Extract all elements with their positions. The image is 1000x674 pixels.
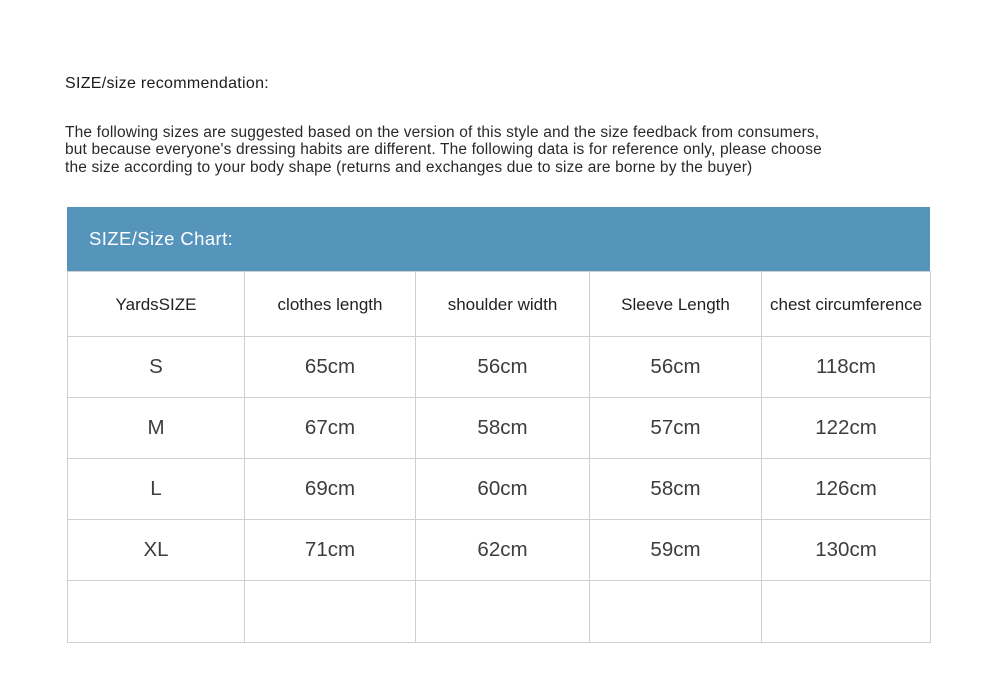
cell-sleeve-length: 56cm [590, 337, 762, 398]
cell-clothes-length: 71cm [245, 520, 416, 581]
cell-clothes-length: 65cm [245, 337, 416, 398]
cell-size: XL [68, 520, 245, 581]
cell-chest-circumference: 130cm [762, 520, 931, 581]
empty-cell [68, 581, 245, 643]
table-row-l [68, 459, 931, 520]
cell-sleeve-length: 57cm [590, 398, 762, 459]
column-header-sleeve-length: Sleeve Length [590, 272, 762, 337]
empty-cell [416, 581, 590, 643]
table-row-m [68, 398, 931, 459]
cell-sleeve-length: 58cm [590, 459, 762, 520]
empty-cell [590, 581, 762, 643]
recommendation-line-1: The following sizes are suggested based on the version of this style and the size feedback from consumers, [65, 124, 820, 141]
cell-shoulder-width: 58cm [416, 398, 590, 459]
cell-chest-circumference: 118cm [762, 337, 931, 398]
cell-clothes-length: 67cm [245, 398, 416, 459]
size-recommendation-heading: SIZE/size recommendation: [65, 75, 270, 92]
cell-shoulder-width: 56cm [416, 337, 590, 398]
table-row-xl [68, 520, 931, 581]
column-header-clothes-length: clothes length [245, 272, 416, 337]
cell-sleeve-length: 59cm [590, 520, 762, 581]
size-chart-table [67, 271, 931, 643]
table-row-s [68, 337, 931, 398]
recommendation-line-3: the size according to your body shape (returns and exchanges due to size are borne by the buyer) [65, 158, 753, 176]
empty-cell [762, 581, 931, 643]
cell-size: S [68, 337, 245, 398]
recommendation-line-2: but because everyone's dressing habits are different. The following data is for reference only, please choose [65, 141, 822, 159]
table-header-row [68, 272, 931, 337]
cell-clothes-length: 69cm [245, 459, 416, 520]
size-chart-title: SIZE/Size Chart: [89, 228, 234, 249]
column-header-chest-circumference: chest circumference [762, 272, 931, 337]
column-header-shoulder-width: shoulder width [416, 272, 590, 337]
table-empty-row [68, 581, 931, 643]
cell-size: M [68, 398, 245, 459]
column-header-size: YardsSIZE [68, 272, 245, 337]
cell-shoulder-width: 62cm [416, 520, 590, 581]
cell-chest-circumference: 126cm [762, 459, 931, 520]
cell-size: L [68, 459, 245, 520]
empty-cell [245, 581, 416, 643]
size-recommendation-text [65, 124, 945, 176]
size-chart-title-bar [67, 207, 930, 271]
cell-shoulder-width: 60cm [416, 459, 590, 520]
cell-chest-circumference: 122cm [762, 398, 931, 459]
